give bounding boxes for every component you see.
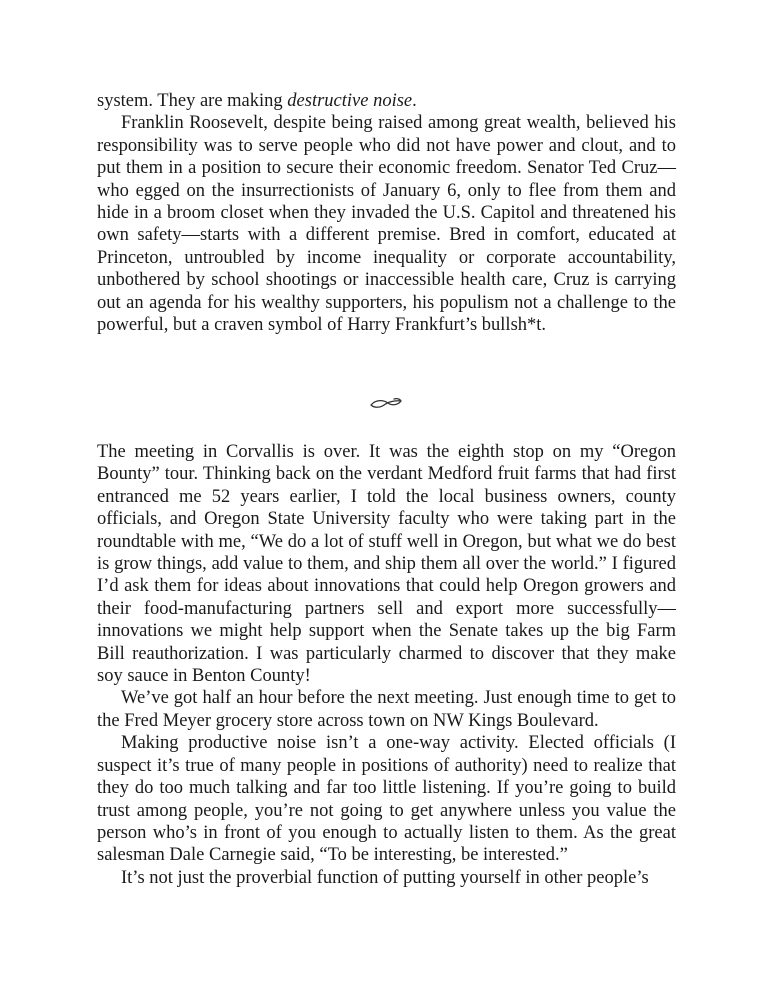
section-two <box>97 441 676 889</box>
paragraph-proverbial: It’s not just the proverbial function of putting yourself in other people’s <box>121 867 649 888</box>
paragraph-corvallis: The meeting in Corvallis is over. It was the eighth stop on my “Oregon Bounty” tour. Thinking back on the verdant Medford fruit farms that had first entranced me 52 years earlier, I told the local business owners, county officials, and Oregon State University faculty who were taking part in the roundtable with me, “We do a lot of stuff well in Oregon, but what we do best is grow things, add value to them, and ship them all over the world.” I figured I’d ask them for ideas about innovations that could help Oregon growers and their food-manufacturing partners sell and export more successfully—innovations we might help support when the Senate takes up the big Farm Bill reauthorization. I was particularly charmed to discover that they make soy sauce in Benton County! <box>97 442 676 687</box>
paragraph-half-hour: We’ve got half an hour before the next meeting. Just enough time to get to the Fred Meyer grocery store across town on NW Kings Boulevard. <box>97 688 676 731</box>
swash-ornament-icon <box>368 396 404 410</box>
paragraph-end: . <box>412 91 417 111</box>
paragraph-text: system. They are making <box>97 91 288 111</box>
emphasis-text: destructive noise <box>287 91 413 111</box>
paragraph-continuation <box>97 90 676 112</box>
paragraph-productive-noise: Making productive noise isn’t a one-way activity. Elected officials (I suspect it’s true of many people in positions of authority) need to realize that they do too much talking and far too little listening. If you’re going to build trust among people, you’re not going to get anywhere unless you value the person who’s in front of you enough to actually listen to them. As the great salesman Dale Carnegie said, “To be interesting, be interested.” <box>97 733 676 866</box>
section-one <box>97 90 676 336</box>
paragraph-roosevelt: Franklin Roosevelt, despite being raised among great wealth, believed his responsibility was to serve people who did not have power and clout, and to put them in a position to secure their economic freedom. Senator Ted Cruz—who egged on the insurrectionists of January 6, only to flee from them and hide in a broom closet when they invaded the U.S. Capitol and threatened his own safety—starts with a different premise. Bred in comfort, educated at Princeton, untroubled by income inequality or corporate accountability, unbothered by school shootings or inaccessible health care, Cruz is carrying out an agenda for his wealthy supporters, his populism not a challenge to the powerful, but a craven symbol of Harry Frankfurt’s bullsh*t. <box>97 113 676 336</box>
